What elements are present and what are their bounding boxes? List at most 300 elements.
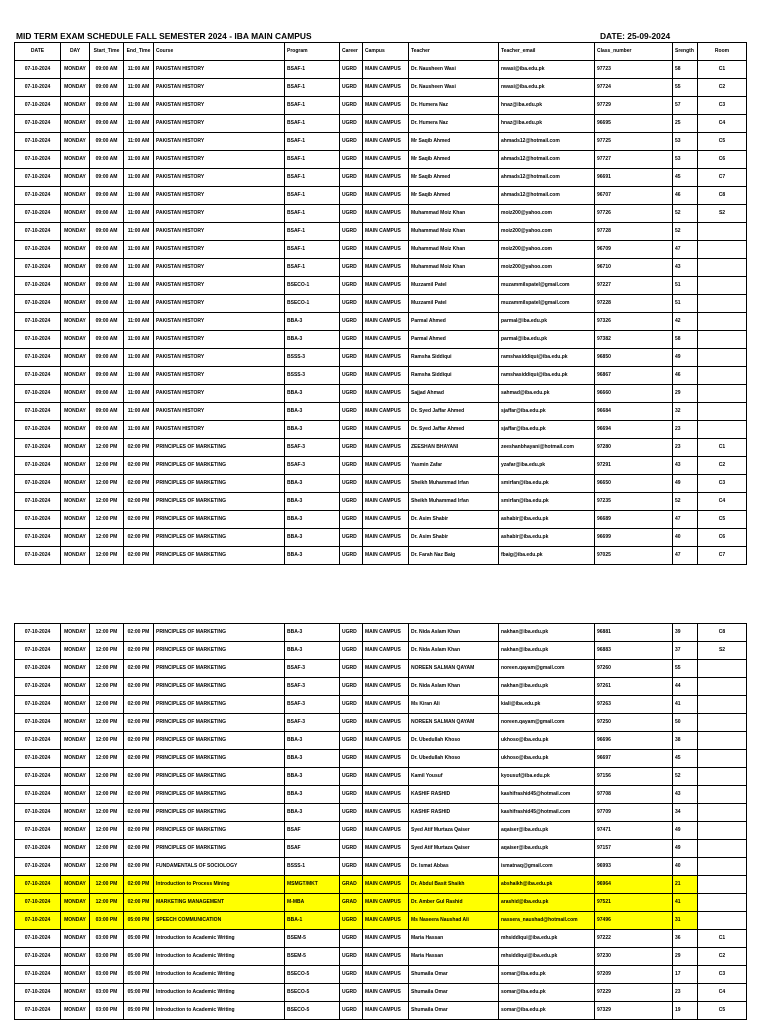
cell-day: MONDAY (61, 349, 90, 367)
cell-teacher: Dr. Nida Aslam Khan (409, 678, 499, 696)
cell-campus: MAIN CAMPUS (363, 912, 409, 930)
cell-teacher-email: zeeshanbhayani@hotmail.com (499, 439, 595, 457)
cell-class-number: 96850 (595, 349, 673, 367)
cell-program: BBA-3 (285, 511, 340, 529)
cell-room: C2 (698, 79, 747, 97)
cell-campus: MAIN CAMPUS (363, 367, 409, 385)
cell-date: 07-10-2024 (15, 624, 61, 642)
cell-teacher-email: fbaig@iba.edu.pk (499, 547, 595, 565)
cell-teacher-email: mhsiddiqui@iba.edu.pk (499, 948, 595, 966)
cell-end-time: 11:00 AM (124, 259, 154, 277)
cell-strength: 52 (673, 768, 698, 786)
cell-career: UGRD (340, 277, 363, 295)
cell-date: 07-10-2024 (15, 223, 61, 241)
cell-program: BSAF-1 (285, 115, 340, 133)
cell-date: 07-10-2024 (15, 259, 61, 277)
cell-start-time: 09:00 AM (90, 187, 124, 205)
cell-day: MONDAY (61, 277, 90, 295)
cell-program: BSAF-1 (285, 241, 340, 259)
cell-teacher-email: noreen.qayam@gmail.com (499, 714, 595, 732)
cell-class-number: 97329 (595, 1002, 673, 1020)
cell-strength: 55 (673, 660, 698, 678)
table-row (15, 97, 747, 115)
cell-start-time: 09:00 AM (90, 133, 124, 151)
cell-program: BSAF-1 (285, 205, 340, 223)
cell-campus: MAIN CAMPUS (363, 660, 409, 678)
cell-program: BBA-1 (285, 912, 340, 930)
cell-program: BBA-3 (285, 313, 340, 331)
cell-date: 07-10-2024 (15, 331, 61, 349)
cell-strength: 38 (673, 732, 698, 750)
cell-class-number: 97222 (595, 930, 673, 948)
cell-class-number: 97229 (595, 984, 673, 1002)
cell-start-time: 09:00 AM (90, 205, 124, 223)
cell-class-number: 96650 (595, 475, 673, 493)
cell-class-number: 96883 (595, 642, 673, 660)
cell-course: Introduction to Academic Writing (154, 948, 285, 966)
cell-career: UGRD (340, 385, 363, 403)
cell-teacher-email: hnaz@iba.edu.pk (499, 115, 595, 133)
cell-end-time: 11:00 AM (124, 403, 154, 421)
cell-teacher: Ms Naseera Naushad Ali (409, 912, 499, 930)
cell-strength: 29 (673, 948, 698, 966)
cell-program: BSAF-3 (285, 457, 340, 475)
cell-teacher: Dr. Ismat Abbas (409, 858, 499, 876)
cell-start-time: 12:00 PM (90, 858, 124, 876)
cell-strength: 40 (673, 858, 698, 876)
cell-program: BBA-3 (285, 331, 340, 349)
cell-strength: 32 (673, 403, 698, 421)
table-row (15, 714, 747, 732)
table-row (15, 349, 747, 367)
cell-start-time: 03:00 PM (90, 1002, 124, 1020)
cell-day: MONDAY (61, 457, 90, 475)
cell-campus: MAIN CAMPUS (363, 151, 409, 169)
cell-start-time: 12:00 PM (90, 750, 124, 768)
cell-room: C2 (698, 948, 747, 966)
cell-room: C2 (698, 457, 747, 475)
cell-teacher-email: somar@iba.edu.pk (499, 966, 595, 984)
cell-course: Introduction to Academic Writing (154, 1002, 285, 1020)
cell-teacher-email: parmal@iba.edu.pk (499, 313, 595, 331)
cell-room (698, 840, 747, 858)
cell-start-time: 12:00 PM (90, 732, 124, 750)
cell-start-time: 12:00 PM (90, 493, 124, 511)
cell-date: 07-10-2024 (15, 678, 61, 696)
cell-teacher-email: sjaffar@iba.edu.pk (499, 403, 595, 421)
table-row (15, 948, 747, 966)
cell-date: 07-10-2024 (15, 858, 61, 876)
cell-teacher-email: kashifrashid45@hotmail.com (499, 786, 595, 804)
cell-teacher: Maria Hassan (409, 948, 499, 966)
cell-end-time: 11:00 AM (124, 367, 154, 385)
cell-program: BSECO-5 (285, 984, 340, 1002)
cell-program: BSAF-1 (285, 133, 340, 151)
cell-day: MONDAY (61, 439, 90, 457)
cell-course: PRINCIPLES OF MARKETING (154, 804, 285, 822)
cell-day: MONDAY (61, 660, 90, 678)
cell-room: C3 (698, 475, 747, 493)
cell-start-time: 03:00 PM (90, 984, 124, 1002)
header-date: DATE (15, 43, 61, 61)
table-row (15, 403, 747, 421)
cell-date: 07-10-2024 (15, 696, 61, 714)
cell-course: PAKISTAN HISTORY (154, 79, 285, 97)
cell-date: 07-10-2024 (15, 966, 61, 984)
cell-teacher: Dr. Nida Aslam Khan (409, 624, 499, 642)
cell-strength: 46 (673, 367, 698, 385)
table-row (15, 79, 747, 97)
cell-class-number: 97709 (595, 804, 673, 822)
cell-teacher-email: moiz200@yahoo.com (499, 205, 595, 223)
cell-start-time: 09:00 AM (90, 169, 124, 187)
cell-program: BSAF-1 (285, 151, 340, 169)
cell-teacher: Dr. Abdul Basit Shaikh (409, 876, 499, 894)
table-row (15, 385, 747, 403)
cell-course: Introduction to Academic Writing (154, 930, 285, 948)
cell-program: BSEM-5 (285, 948, 340, 966)
cell-teacher-email: noreen.qayam@gmail.com (499, 660, 595, 678)
cell-course: PAKISTAN HISTORY (154, 259, 285, 277)
cell-room: C8 (698, 187, 747, 205)
cell-day: MONDAY (61, 241, 90, 259)
cell-campus: MAIN CAMPUS (363, 475, 409, 493)
cell-program: BSAF-1 (285, 223, 340, 241)
cell-date: 07-10-2024 (15, 385, 61, 403)
cell-room (698, 678, 747, 696)
cell-day: MONDAY (61, 61, 90, 79)
cell-end-time: 11:00 AM (124, 115, 154, 133)
cell-campus: MAIN CAMPUS (363, 822, 409, 840)
cell-teacher: Yasmin Zafar (409, 457, 499, 475)
cell-start-time: 12:00 PM (90, 786, 124, 804)
cell-course: PRINCIPLES OF MARKETING (154, 768, 285, 786)
cell-date: 07-10-2024 (15, 295, 61, 313)
cell-career: UGRD (340, 529, 363, 547)
cell-program: BBA-3 (285, 403, 340, 421)
table-row (15, 421, 747, 439)
cell-start-time: 12:00 PM (90, 876, 124, 894)
cell-date: 07-10-2024 (15, 786, 61, 804)
cell-room (698, 259, 747, 277)
table-row (15, 295, 747, 313)
cell-campus: MAIN CAMPUS (363, 457, 409, 475)
cell-date: 07-10-2024 (15, 421, 61, 439)
cell-teacher-email: kashifrashid45@hotmail.com (499, 804, 595, 822)
cell-teacher-email: sahmad@iba.edu.pk (499, 385, 595, 403)
cell-start-time: 12:00 PM (90, 696, 124, 714)
header-teacher: Teacher (409, 43, 499, 61)
cell-teacher-email: kyousuf@iba.edu.pk (499, 768, 595, 786)
cell-day: MONDAY (61, 624, 90, 642)
cell-end-time: 02:00 PM (124, 732, 154, 750)
cell-strength: 49 (673, 475, 698, 493)
cell-day: MONDAY (61, 858, 90, 876)
cell-teacher: Muzzamil Patel (409, 295, 499, 313)
cell-date: 07-10-2024 (15, 367, 61, 385)
cell-day: MONDAY (61, 511, 90, 529)
cell-class-number: 96689 (595, 511, 673, 529)
cell-day: MONDAY (61, 79, 90, 97)
cell-strength: 43 (673, 259, 698, 277)
table-row (15, 493, 747, 511)
cell-day: MONDAY (61, 714, 90, 732)
table-row (15, 768, 747, 786)
cell-strength: 58 (673, 331, 698, 349)
table-row (15, 1002, 747, 1020)
cell-start-time: 12:00 PM (90, 804, 124, 822)
table-header-row (15, 43, 747, 61)
cell-campus: MAIN CAMPUS (363, 439, 409, 457)
cell-end-time: 02:00 PM (124, 804, 154, 822)
cell-strength: 45 (673, 750, 698, 768)
cell-program: BSAF (285, 822, 340, 840)
cell-strength: 49 (673, 822, 698, 840)
cell-date: 07-10-2024 (15, 457, 61, 475)
cell-class-number: 96684 (595, 403, 673, 421)
cell-class-number: 97291 (595, 457, 673, 475)
cell-campus: MAIN CAMPUS (363, 205, 409, 223)
cell-day: MONDAY (61, 385, 90, 403)
cell-strength: 43 (673, 786, 698, 804)
table-row (15, 822, 747, 840)
cell-teacher-email: moiz200@yahoo.com (499, 223, 595, 241)
cell-day: MONDAY (61, 822, 90, 840)
cell-start-time: 09:00 AM (90, 97, 124, 115)
table-row (15, 696, 747, 714)
cell-teacher: Muzzamil Patel (409, 277, 499, 295)
cell-program: BBA-3 (285, 786, 340, 804)
table-row (15, 678, 747, 696)
cell-strength: 53 (673, 133, 698, 151)
cell-career: UGRD (340, 912, 363, 930)
cell-day: MONDAY (61, 966, 90, 984)
cell-teacher-email: ahmads12@hotmail.com (499, 133, 595, 151)
table-row (15, 133, 747, 151)
cell-career: UGRD (340, 984, 363, 1002)
cell-room (698, 349, 747, 367)
cell-program: BSAF-1 (285, 187, 340, 205)
cell-teacher: Syed Atif Murtaza Qaiser (409, 840, 499, 858)
cell-course: PAKISTAN HISTORY (154, 313, 285, 331)
cell-strength: 37 (673, 642, 698, 660)
cell-teacher: Mr Saqib Ahmed (409, 187, 499, 205)
cell-day: MONDAY (61, 493, 90, 511)
cell-end-time: 02:00 PM (124, 457, 154, 475)
cell-teacher-email: ukhoso@iba.edu.pk (499, 732, 595, 750)
cell-teacher: Muhammad Moiz Khan (409, 259, 499, 277)
table-row (15, 529, 747, 547)
cell-course: PRINCIPLES OF MARKETING (154, 714, 285, 732)
cell-course: Introduction to Academic Writing (154, 966, 285, 984)
cell-room (698, 822, 747, 840)
cell-class-number: 97263 (595, 696, 673, 714)
cell-room (698, 714, 747, 732)
cell-class-number: 97326 (595, 313, 673, 331)
cell-start-time: 09:00 AM (90, 295, 124, 313)
cell-date: 07-10-2024 (15, 277, 61, 295)
cell-course: PRINCIPLES OF MARKETING (154, 750, 285, 768)
cell-day: MONDAY (61, 367, 90, 385)
cell-teacher: Dr. Amber Gul Rashid (409, 894, 499, 912)
cell-end-time: 11:00 AM (124, 241, 154, 259)
cell-date: 07-10-2024 (15, 403, 61, 421)
cell-class-number: 96660 (595, 385, 673, 403)
cell-day: MONDAY (61, 475, 90, 493)
document-date: DATE: 25-09-2024 (600, 31, 671, 41)
cell-room (698, 223, 747, 241)
cell-campus: MAIN CAMPUS (363, 313, 409, 331)
cell-campus: MAIN CAMPUS (363, 930, 409, 948)
cell-date: 07-10-2024 (15, 750, 61, 768)
cell-strength: 43 (673, 457, 698, 475)
cell-strength: 42 (673, 313, 698, 331)
cell-day: MONDAY (61, 768, 90, 786)
cell-teacher: Parmal Ahmed (409, 331, 499, 349)
cell-teacher-email: nwasi@iba.edu.pk (499, 79, 595, 97)
cell-date: 07-10-2024 (15, 804, 61, 822)
cell-course: PRINCIPLES OF MARKETING (154, 624, 285, 642)
cell-room: C3 (698, 97, 747, 115)
cell-campus: MAIN CAMPUS (363, 547, 409, 565)
cell-end-time: 02:00 PM (124, 493, 154, 511)
cell-course: PRINCIPLES OF MARKETING (154, 696, 285, 714)
cell-start-time: 09:00 AM (90, 331, 124, 349)
cell-day: MONDAY (61, 912, 90, 930)
cell-day: MONDAY (61, 1002, 90, 1020)
table-row (15, 223, 747, 241)
cell-course: PAKISTAN HISTORY (154, 151, 285, 169)
cell-end-time: 05:00 PM (124, 948, 154, 966)
cell-class-number: 96699 (595, 529, 673, 547)
cell-teacher: Maria Hassan (409, 930, 499, 948)
cell-campus: MAIN CAMPUS (363, 804, 409, 822)
cell-day: MONDAY (61, 876, 90, 894)
cell-course: PRINCIPLES OF MARKETING (154, 493, 285, 511)
table-row (15, 331, 747, 349)
cell-start-time: 09:00 AM (90, 61, 124, 79)
cell-teacher: Shumaila Omar (409, 984, 499, 1002)
cell-strength: 31 (673, 912, 698, 930)
cell-career: UGRD (340, 493, 363, 511)
cell-date: 07-10-2024 (15, 61, 61, 79)
header-day: DAY (61, 43, 90, 61)
cell-room: C7 (698, 169, 747, 187)
cell-teacher-email: ahmads12@hotmail.com (499, 151, 595, 169)
cell-room (698, 912, 747, 930)
cell-room: C1 (698, 930, 747, 948)
table-row (15, 786, 747, 804)
cell-campus: MAIN CAMPUS (363, 750, 409, 768)
cell-room (698, 241, 747, 259)
cell-class-number: 96691 (595, 169, 673, 187)
cell-room: C5 (698, 133, 747, 151)
cell-teacher: NOREEN SALMAN QAYAM (409, 714, 499, 732)
cell-teacher: Dr. Asim Shabir (409, 511, 499, 529)
cell-date: 07-10-2024 (15, 660, 61, 678)
cell-end-time: 02:00 PM (124, 475, 154, 493)
cell-day: MONDAY (61, 295, 90, 313)
cell-career: UGRD (340, 840, 363, 858)
cell-teacher: Syed Atif Murtaza Qaiser (409, 822, 499, 840)
table-row (15, 858, 747, 876)
table-row (15, 876, 747, 894)
cell-course: PAKISTAN HISTORY (154, 331, 285, 349)
cell-career: UGRD (340, 403, 363, 421)
cell-course: PRINCIPLES OF MARKETING (154, 457, 285, 475)
cell-program: BSAF-1 (285, 79, 340, 97)
cell-career: UGRD (340, 151, 363, 169)
cell-start-time: 03:00 PM (90, 930, 124, 948)
cell-date: 07-10-2024 (15, 349, 61, 367)
cell-room (698, 750, 747, 768)
cell-program: BSAF-1 (285, 61, 340, 79)
cell-career: UGRD (340, 678, 363, 696)
cell-strength: 49 (673, 349, 698, 367)
cell-teacher-email: ashabir@iba.edu.pk (499, 511, 595, 529)
cell-class-number: 96695 (595, 115, 673, 133)
table-row (15, 439, 747, 457)
cell-end-time: 05:00 PM (124, 930, 154, 948)
cell-strength: 44 (673, 678, 698, 696)
cell-campus: MAIN CAMPUS (363, 115, 409, 133)
cell-class-number: 96697 (595, 750, 673, 768)
cell-start-time: 09:00 AM (90, 403, 124, 421)
cell-room: C5 (698, 511, 747, 529)
cell-start-time: 09:00 AM (90, 259, 124, 277)
cell-day: MONDAY (61, 984, 90, 1002)
cell-class-number: 97496 (595, 912, 673, 930)
header-course: Course (154, 43, 285, 61)
cell-room: C6 (698, 151, 747, 169)
cell-strength: 49 (673, 840, 698, 858)
cell-course: PAKISTAN HISTORY (154, 367, 285, 385)
cell-teacher-email: ismatnaq@gmail.com (499, 858, 595, 876)
cell-end-time: 11:00 AM (124, 187, 154, 205)
cell-end-time: 02:00 PM (124, 768, 154, 786)
cell-teacher-email: ukhoso@iba.edu.pk (499, 750, 595, 768)
header-end-time: End_Time (124, 43, 154, 61)
cell-room: C3 (698, 966, 747, 984)
cell-date: 07-10-2024 (15, 97, 61, 115)
cell-start-time: 12:00 PM (90, 894, 124, 912)
cell-strength: 40 (673, 529, 698, 547)
header-program: Program (285, 43, 340, 61)
cell-course: PRINCIPLES OF MARKETING (154, 678, 285, 696)
cell-end-time: 02:00 PM (124, 786, 154, 804)
cell-strength: 46 (673, 187, 698, 205)
cell-end-time: 02:00 PM (124, 624, 154, 642)
table-row (15, 61, 747, 79)
header-campus: Campus (363, 43, 409, 61)
cell-room (698, 786, 747, 804)
cell-program: BBA-3 (285, 529, 340, 547)
cell-course: PAKISTAN HISTORY (154, 349, 285, 367)
table-row (15, 894, 747, 912)
cell-date: 07-10-2024 (15, 529, 61, 547)
cell-campus: MAIN CAMPUS (363, 984, 409, 1002)
cell-program: BSSS-1 (285, 858, 340, 876)
cell-class-number: 96881 (595, 624, 673, 642)
cell-day: MONDAY (61, 205, 90, 223)
cell-class-number: 97382 (595, 331, 673, 349)
cell-start-time: 09:00 AM (90, 79, 124, 97)
cell-date: 07-10-2024 (15, 547, 61, 565)
cell-campus: MAIN CAMPUS (363, 493, 409, 511)
cell-career: UGRD (340, 547, 363, 565)
cell-end-time: 11:00 AM (124, 205, 154, 223)
cell-class-number: 97025 (595, 547, 673, 565)
